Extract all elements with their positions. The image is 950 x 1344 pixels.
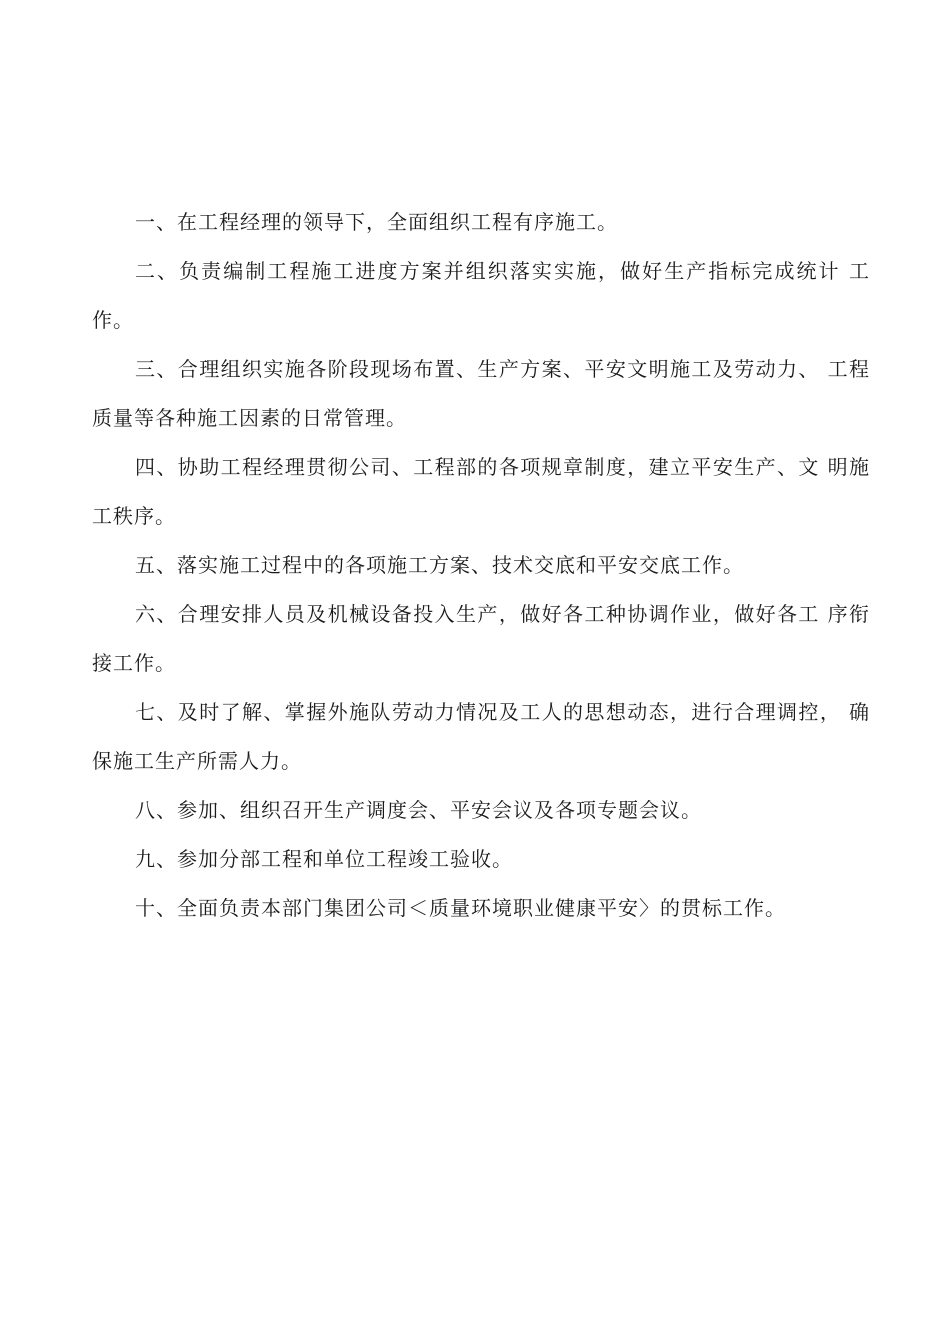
document-body: [92, 198, 870, 933]
duty-item-8: 八、参加、组织召开生产调度会、平安会议及各项专题会议。: [135, 798, 702, 822]
duty-item-7: 七、及时了解、掌握外施队劳动力情况及工人的思想动态，进行合理调控， 确保施工生产所需人力。: [92, 700, 870, 773]
duty-item-1: 一、在工程经理的领导下，全面组织工程有序施工。: [135, 210, 618, 234]
duty-item-3: 三、合理组织实施各阶段现场布置、生产方案、平安文明施工及劳动力、 工程质量等各种施工因素的日常管理。: [92, 357, 870, 430]
duty-item-2: 二、负责编制工程施工进度方案并组织落实实施，做好生产指标完成统计 工作。: [92, 259, 870, 332]
duty-item-10: 十、全面负责本部门集团公司＜质量环境职业健康平安〉的贯标工作。: [135, 896, 786, 920]
duty-item-6: 六、合理安排人员及机械设备投入生产，做好各工种协调作业，做好各工 序衔接工作。: [92, 602, 870, 675]
duty-item-9: 九、参加分部工程和单位工程竣工验收。: [135, 847, 513, 871]
duty-item-4: 四、协助工程经理贯彻公司、工程部的各项规章制度，建立平安生产、文 明施工秩序。: [92, 455, 870, 528]
duty-item-5: 五、落实施工过程中的各项施工方案、技术交底和平安交底工作。: [135, 553, 744, 577]
